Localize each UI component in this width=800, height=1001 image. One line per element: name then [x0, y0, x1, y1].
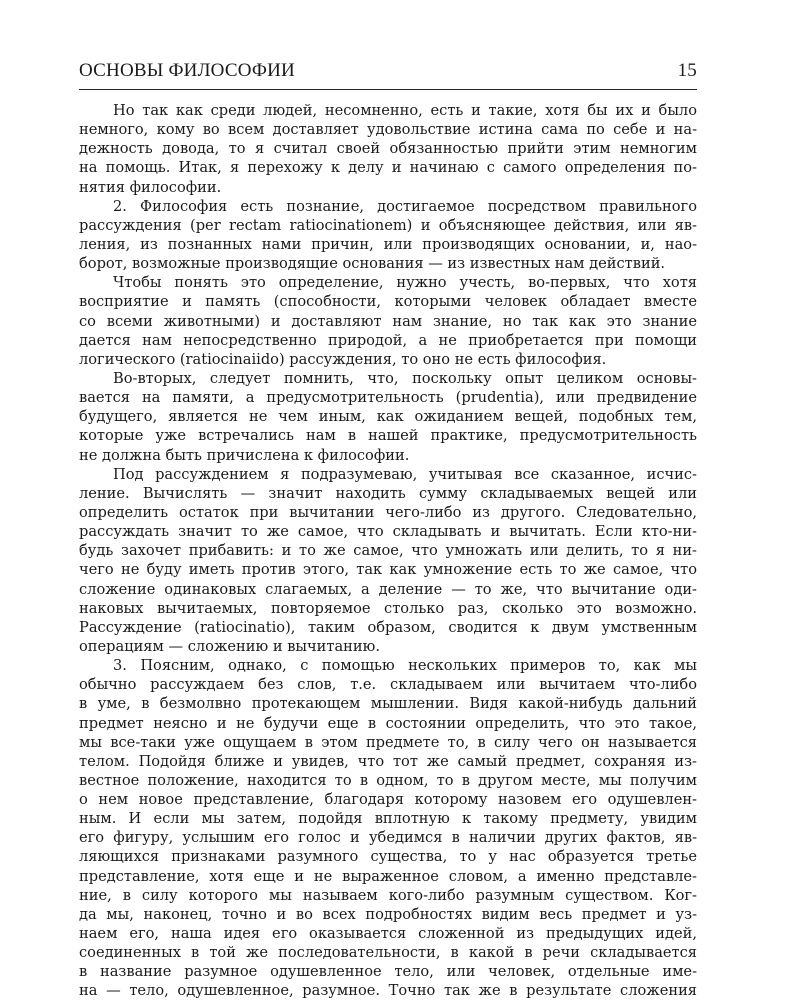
text-line: нятия философии.	[79, 178, 222, 196]
text-line: ления, из познанных нами причин, или производящих основании, и, нао-	[79, 235, 697, 253]
text-line: телом. Подойдя ближе и увидев, что тот же самый предмет, сохраняя из-	[79, 752, 697, 770]
running-head	[79, 60, 697, 84]
text-line: на — тело, одушевленное, разумное. Точно так же в результате сложения	[79, 982, 697, 1000]
page-number: 15	[677, 60, 697, 81]
text-line: ние, в силу которого мы называем кого-либо разумным существом. Ког-	[79, 886, 697, 904]
text-line: Но так как среди людей, несомненно, есть и такие, хотя бы их и было	[113, 102, 697, 119]
text-line: которые уже встречались нам в нашей практике, предусмотрительность	[79, 427, 697, 445]
text-line: ляющихся признаками разумного существа, то у нас образуется третье	[79, 848, 697, 866]
text-line: борот, возможные производящие основания — из известных нам действий.	[79, 255, 666, 273]
text-line: в название разумное одушевленное тело, или человек, отдельные име-	[79, 963, 697, 981]
text-line: логического (ratiocinaiido) рассуждения, то оно не есть философия.	[79, 350, 607, 368]
text-line: вается на памяти, а предусмотрительность (prudentia), или предвидение	[79, 389, 697, 407]
text-line: Во-вторых, следует помнить, что, поскольку опыт целиком основы-	[113, 369, 697, 387]
body-text	[79, 101, 697, 1001]
text-line: Рассуждение (ratiocinatio), таким образом, сводится к двум умственным	[79, 618, 697, 636]
text-line: вестное положение, находится то в одном, то в другом месте, мы получим	[79, 771, 697, 789]
text-line: предмет неясно и не будучи еще в состоянии определить, что это такое,	[79, 714, 697, 732]
text-line: определить остаток при вычитании чего-либо из другого. Следовательно,	[79, 503, 697, 521]
text-line: Под рассуждением я подразумеваю, учитывая все сказанное, исчис-	[113, 465, 697, 483]
text-line: наем его, наша идея его оказывается сложенной из предыдущих идей,	[79, 925, 697, 943]
text-line: о нем новое представление, благодаря которому назовем его одушевлен-	[79, 791, 697, 809]
text-line: сложение одинаковых слагаемых, а деление — то же, что вычитание оди-	[79, 580, 697, 598]
text-line: рассуждения (per rectam ratiocinationem) и объясняющее действия, или яв-	[79, 216, 697, 234]
text-line: наковых вычитаемых, повторяемое столько раз, сколько это возможно.	[79, 599, 697, 617]
text-line: со всеми животными) и доставляют нам знание, но так как это знание	[79, 312, 697, 330]
text-line: на помощь. Итак, я перехожу к делу и начинаю с самого определения по-	[79, 159, 697, 177]
text-line: 2. Философия есть познание, достигаемое посредством правильного	[113, 197, 697, 215]
text-line: будь захочет прибавить: и то же самое, что умножать или делить, то я ни-	[79, 542, 697, 560]
text-line: операциям — сложению и вычитанию.	[79, 637, 380, 655]
text-line: в уме, в безмолвно протекающем мышлении. Видя какой-нибудь дальний	[79, 695, 697, 713]
text-line: немного, кому во всем доставляет удовольствие истина сама по себе и на-	[79, 121, 697, 139]
text-line: не должна быть причислена к философии.	[79, 446, 410, 464]
text-line: мы все-таки уже ощущаем в этом предмете то, в силу чего он называется	[79, 733, 697, 751]
text-line: дежность довода, то я считал своей обязанностью прийти этим немногим	[79, 140, 697, 158]
text-line: Чтобы понять это определение, нужно учесть, во-первых, что хотя	[113, 274, 697, 292]
header-rule	[79, 89, 697, 90]
text-line: рассуждать значит то же самое, что складывать и вычитать. Если кто-ни-	[79, 523, 697, 541]
text-line: чего не буду иметь против этого, так как умножение есть то же самое, что	[79, 561, 697, 579]
text-line: дается нам непосредственно природой, а не приобретается при помощи	[79, 331, 697, 349]
text-line: ным. И если мы затем, подойдя вплотную к такому предмету, увидим	[79, 810, 697, 828]
text-line: соединенных в той же последовательности, в какой в речи складывается	[79, 944, 697, 962]
text-line: обычно рассуждаем без слов, т.е. складываем или вычитаем что-либо	[79, 676, 697, 694]
text-line: ление. Вычислять — значит находить сумму складываемых вещей или	[79, 484, 697, 502]
text-line: 3. Поясним, однако, с помощью нескольких примеров то, как мы	[113, 657, 697, 675]
text-line: представление, хотя еще и не выраженное словом, а именно представле-	[79, 867, 697, 885]
text-line: да мы, наконец, точно и во всех подробностях видим весь предмет и уз-	[79, 905, 697, 923]
text-line: будущего, является не чем иным, как ожиданием вещей, подобных тем,	[79, 408, 697, 426]
text-line: его фигуру, услышим его голос и убедимся в наличии других фактов, яв-	[79, 829, 697, 847]
running-title: ОСНОВЫ ФИЛОСОФИИ	[79, 60, 295, 81]
text-line: восприятие и память (способности, которыми человек обладает вместе	[79, 293, 697, 311]
